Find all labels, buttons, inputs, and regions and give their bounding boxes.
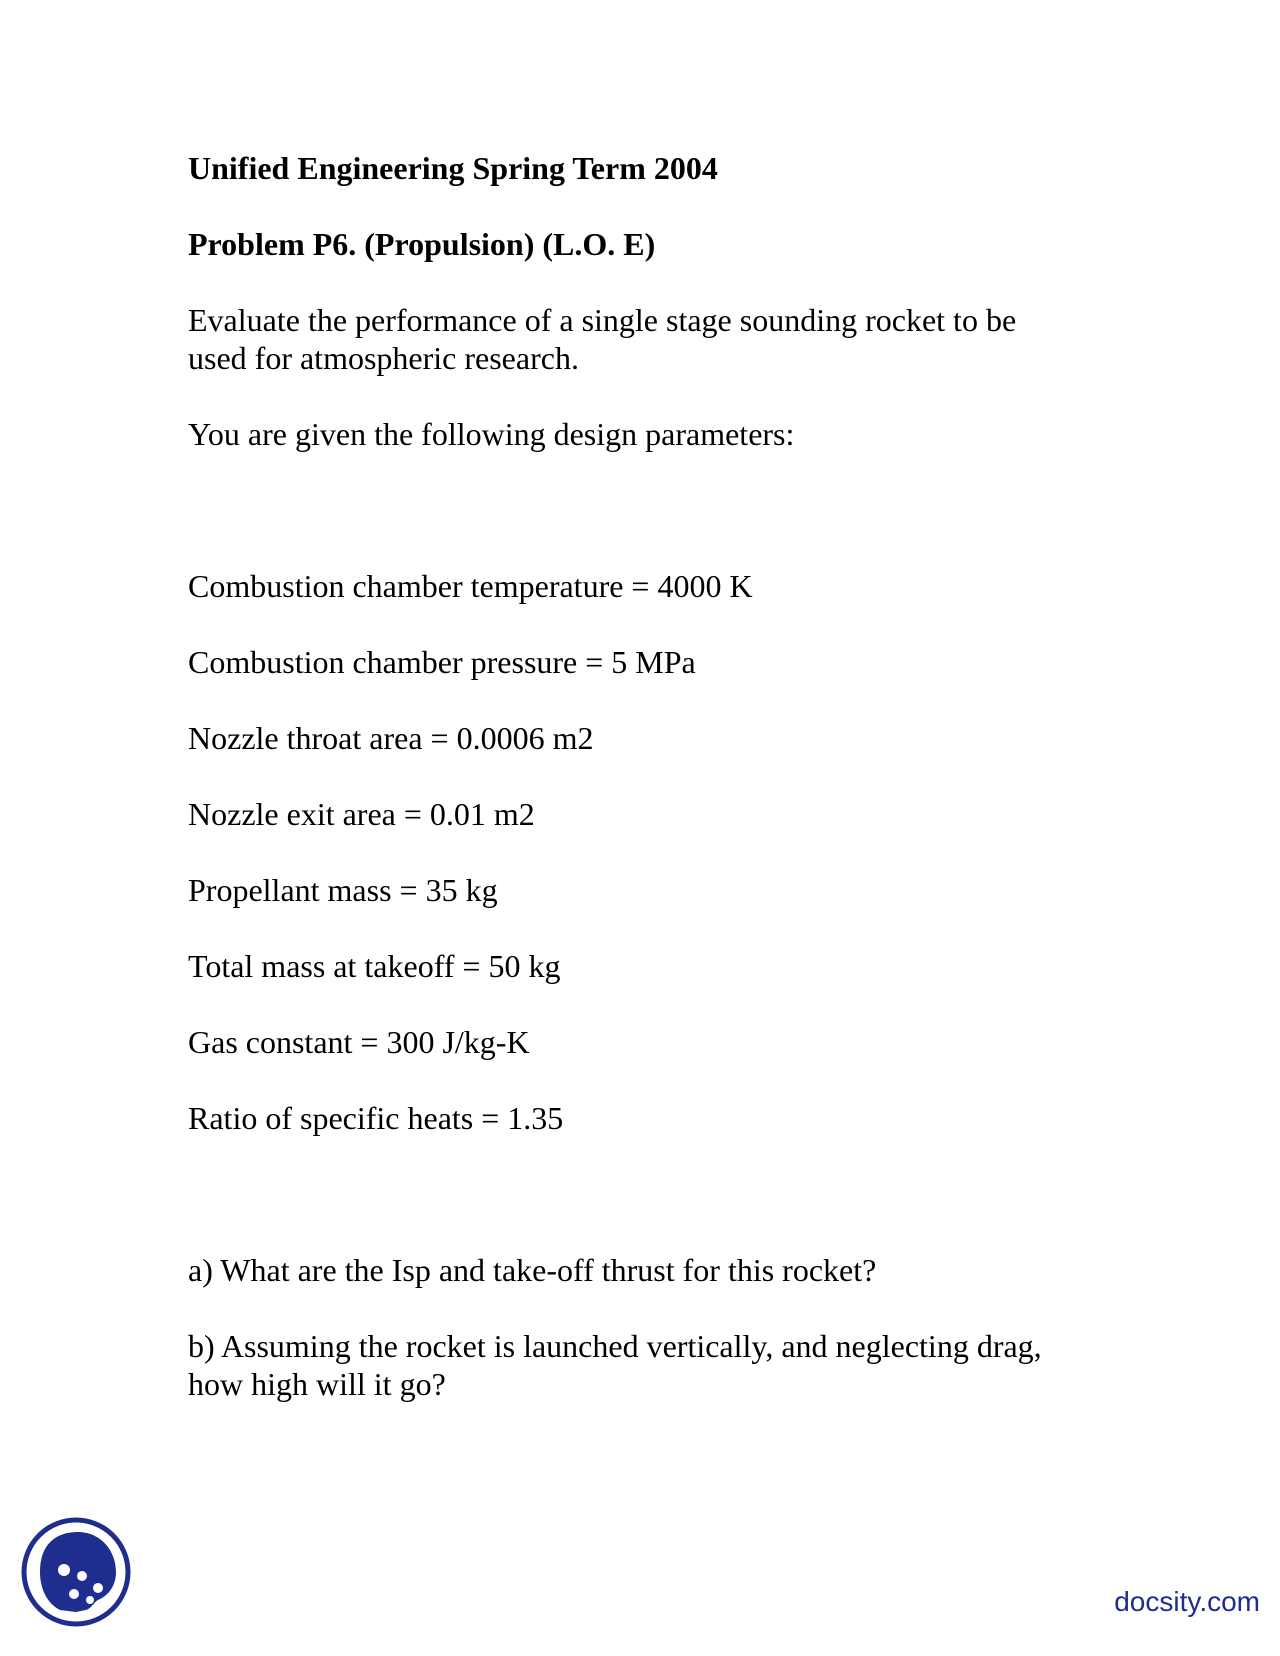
parameter-item: Combustion chamber pressure = 5 MPa [188, 644, 696, 680]
problem-title: Problem P6. (Propulsion) (L.O. E) [188, 226, 656, 262]
intro-line-2: used for atmospheric research. [188, 340, 579, 376]
intro-line-1: Evaluate the performance of a single stage sounding rocket to be [188, 302, 1017, 338]
document-header: Unified Engineering Spring Term 2004 [188, 150, 718, 186]
docsity-logo-icon[interactable] [20, 1514, 132, 1630]
parameter-item: Total mass at takeoff = 50 kg [188, 948, 561, 984]
parameter-item: Nozzle exit area = 0.01 m2 [188, 796, 535, 832]
given-intro: You are given the following design parameters: [188, 416, 795, 452]
parameter-item: Propellant mass = 35 kg [188, 872, 498, 908]
parameter-item: Combustion chamber temperature = 4000 K [188, 568, 753, 604]
brand-name: docsity [1114, 1586, 1200, 1617]
brand-suffix: .com [1199, 1586, 1260, 1617]
question-b-line-1: b) Assuming the rocket is launched vertically, and neglecting drag, [188, 1328, 1042, 1364]
parameter-item: Nozzle throat area = 0.0006 m2 [188, 720, 594, 756]
question-a: a) What are the Isp and take-off thrust for this rocket? [188, 1252, 877, 1288]
question-b-line-2: how high will it go? [188, 1366, 446, 1402]
parameter-item: Ratio of specific heats = 1.35 [188, 1100, 564, 1136]
docsity-brand-link[interactable] [1114, 1586, 1260, 1618]
parameter-item: Gas constant = 300 J/kg-K [188, 1024, 530, 1060]
